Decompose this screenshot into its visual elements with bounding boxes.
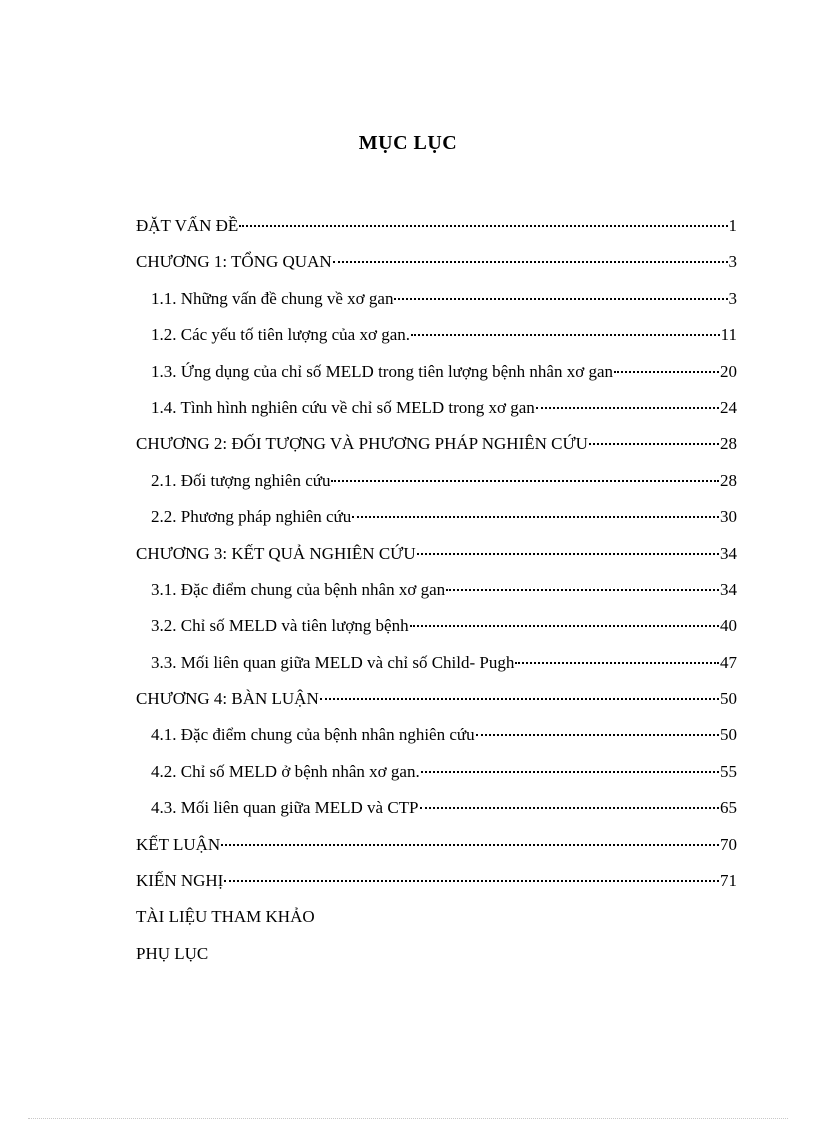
toc-entry-page-number: 40	[720, 616, 737, 636]
toc-entry[interactable]	[136, 681, 737, 717]
toc-entry-page-number: 11	[720, 325, 737, 345]
toc-entry-page-number: 3	[728, 252, 737, 272]
toc-entry-label: ĐẶT VẤN ĐỀ	[136, 216, 239, 235]
toc-dot-leader	[420, 807, 720, 809]
toc-entry[interactable]	[136, 863, 737, 899]
toc-entry-page-number: 70	[720, 834, 737, 854]
toc-dot-leader	[410, 625, 719, 627]
toc-entry-label: CHƯƠNG 3: KẾT QUẢ NGHIÊN CỨU	[136, 543, 416, 563]
toc-dot-leader	[476, 734, 719, 736]
page-title: MỤC LỤC	[358, 132, 458, 154]
toc-entry[interactable]	[136, 572, 737, 608]
toc-dot-leader	[589, 443, 719, 445]
toc-dot-leader	[333, 261, 728, 263]
toc-entry-label: 1.3. Ứng dụng của chỉ số MELD trong tiên lượng bệnh nhân xơ gan	[151, 361, 614, 381]
toc-entry[interactable]	[136, 754, 737, 790]
toc-entry[interactable]	[136, 499, 737, 535]
toc-entry[interactable]	[136, 536, 737, 572]
toc-entry-label: CHƯƠNG 1: TỔNG QUAN	[136, 252, 332, 272]
toc-dot-leader	[239, 225, 727, 227]
toc-dot-leader	[417, 553, 719, 555]
toc-entry[interactable]	[136, 790, 737, 826]
toc-dot-leader	[221, 844, 719, 846]
toc-entry[interactable]	[136, 936, 737, 972]
toc-dot-leader	[411, 334, 720, 336]
toc-entry-label: 4.1. Đặc điểm chung của bệnh nhân nghiên cứu	[151, 725, 475, 745]
toc-entry[interactable]	[136, 827, 737, 863]
toc-entry-page-number: 20	[720, 361, 737, 381]
toc-dot-leader	[515, 662, 719, 664]
toc-dot-leader	[614, 371, 719, 373]
toc-entry[interactable]	[136, 717, 737, 753]
toc-entry-page-number: 50	[720, 725, 737, 745]
toc-entry[interactable]	[136, 645, 737, 681]
toc-dot-leader	[331, 480, 719, 482]
toc-entry[interactable]	[136, 354, 737, 390]
toc-dot-leader	[446, 589, 719, 591]
toc-dot-leader	[394, 298, 727, 300]
toc-dot-leader	[536, 407, 719, 409]
toc-entry-label: PHỤ LỤC	[136, 943, 209, 963]
toc-dot-leader	[352, 516, 719, 518]
table-of-contents	[136, 208, 737, 972]
toc-entry[interactable]	[136, 317, 737, 353]
toc-entry-label: CHƯƠNG 4: BÀN LUẬN	[136, 689, 319, 709]
toc-entry-label: KẾT LUẬN	[136, 834, 221, 854]
toc-entry[interactable]	[136, 899, 737, 935]
toc-entry-page-number: 55	[720, 761, 737, 781]
toc-entry-page-number: 3	[728, 288, 737, 308]
toc-entry[interactable]	[136, 208, 737, 244]
toc-entry-page-number: 47	[720, 652, 737, 672]
toc-entry-label: 1.1. Những vấn đề chung về xơ gan	[151, 288, 394, 308]
toc-entry[interactable]	[136, 608, 737, 644]
toc-entry-label: KIẾN NGHỊ	[136, 871, 224, 891]
toc-entry[interactable]	[136, 390, 737, 426]
toc-entry-label: CHƯƠNG 2: ĐỐI TƯỢNG VÀ PHƯƠNG PHÁP NGHIÊN CỨU	[136, 434, 588, 454]
toc-entry-label: 3.1. Đặc điểm chung của bệnh nhân xơ gan	[151, 579, 446, 599]
toc-entry-page-number: 50	[720, 689, 737, 709]
toc-entry-page-number: 65	[720, 798, 737, 818]
toc-dot-leader	[224, 880, 719, 882]
toc-entry-page-number: 34	[720, 543, 737, 563]
toc-entry-page-number: 71	[720, 871, 737, 891]
toc-entry[interactable]	[136, 463, 737, 499]
toc-entry[interactable]	[136, 281, 737, 317]
toc-entry-label: 3.2. Chỉ số MELD và tiên lượng bệnh	[151, 616, 409, 636]
toc-entry-label: 1.2. Các yếu tố tiên lượng của xơ gan.	[151, 325, 410, 345]
toc-entry[interactable]	[136, 244, 737, 280]
toc-entry-label: 4.2. Chỉ số MELD ở bệnh nhân xơ gan.	[151, 761, 420, 781]
toc-entry-label: 2.2. Phương pháp nghiên cứu	[151, 507, 352, 527]
toc-entry-page-number: 34	[720, 579, 737, 599]
toc-dot-leader	[320, 698, 719, 700]
toc-entry-label: TÀI LIỆU THAM KHẢO	[136, 907, 315, 927]
toc-entry-label: 1.4. Tình hình nghiên cứu về chỉ số MELD trong xơ gan	[151, 397, 535, 417]
toc-entry-page-number: 1	[728, 216, 737, 235]
toc-entry-page-number: 24	[720, 397, 737, 417]
toc-entry-page-number: 30	[720, 507, 737, 527]
toc-entry-page-number: 28	[720, 434, 737, 454]
page-bottom-divider	[28, 1118, 788, 1119]
toc-entry-page-number: 28	[720, 470, 737, 490]
toc-dot-leader	[421, 771, 719, 773]
toc-entry-label: 3.3. Mối liên quan giữa MELD và chỉ số Child- Pugh	[151, 652, 515, 672]
toc-entry-label: 2.1. Đối tượng nghiên cứu	[151, 470, 331, 490]
toc-entry-label: 4.3. Mối liên quan giữa MELD và CTP	[151, 798, 419, 818]
toc-entry[interactable]	[136, 426, 737, 462]
